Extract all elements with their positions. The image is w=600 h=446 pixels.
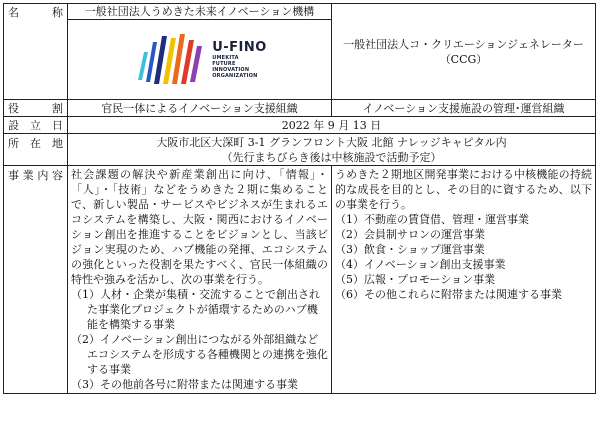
list-item: （2）会員制サロンの運営事業 [335, 228, 485, 241]
logo-sub-4: ORGANIZATION [212, 73, 258, 79]
business-label: 事業内容 [4, 166, 68, 394]
role-row [4, 100, 596, 117]
logo-brand: U-FINO [212, 40, 267, 55]
right-role: イノベーション支援施設の管理･運営組織 [332, 100, 596, 117]
right-org-name-cell [332, 4, 596, 100]
logo-text [212, 40, 267, 79]
list-item: （5）広報・プロモーション事業 [335, 273, 496, 286]
u-fino-logo-mark [132, 32, 208, 88]
established-label: 設 立 日 [4, 117, 68, 134]
logo-cell [68, 20, 332, 100]
name-label: 名 称 [4, 4, 68, 100]
address-row [4, 134, 596, 166]
left-business-list [71, 287, 328, 392]
logo-sub-1: UMEKITA [212, 55, 239, 61]
list-item: （6）その他これらに附帯または関連する事業 [335, 288, 562, 301]
logo-stripe [138, 52, 148, 80]
logo-sub-3: INNOVATION [212, 67, 250, 73]
left-business [68, 166, 332, 394]
address-label: 所 在 地 [4, 134, 68, 166]
list-item: （1）不動産の賃貸借、管理・運営事業 [335, 213, 529, 226]
list-item: （1）人材・企業が集積・交流することで創出された事業化プロジェクトが循環するためのハブ機能を構築する事業 [71, 288, 320, 331]
organization-comparison-table [3, 3, 596, 394]
left-business-intro: 社会課題の解決や新産業創出に向け、「情報」・「人」・「技術」などをうめきた２期に集めることで、新しい製品・サービスやビジネスが生まれるエコシステムを構築し、大阪・関西におけるイノベーション創出を推進することをビジョンとし、当該ビジョン実現のため、ハブ機能の発揮、エコシステムの強化といった役割を果たすべく、官民一体組織の特性や強みを活かし、次の事業を行う。 [71, 168, 328, 286]
list-item: （4）イノベーション創出支援事業 [335, 258, 506, 271]
right-business-list [335, 212, 592, 302]
address-line-1: 大阪市北区大深町 3-1 グランフロント大阪 北館 ナレッジキャピタル内 [156, 135, 507, 149]
logo-sub-2: FUTURE [212, 61, 236, 67]
right-business [332, 166, 596, 394]
address-cell [68, 134, 596, 166]
right-org-abbr: （CCG） [439, 52, 488, 66]
established-row [4, 117, 596, 134]
business-row [4, 166, 596, 394]
address-line-2: （先行まちびらき後は中核施設で活動予定） [221, 150, 442, 164]
left-org-name: 一般社団法人うめきた未来イノベーション機構 [68, 4, 332, 20]
list-item: （3）その他前各号に附帯または関連する事業 [71, 378, 298, 391]
right-org-name: 一般社団法人コ・クリエーションジェネレーター [343, 37, 584, 51]
role-label: 役 割 [4, 100, 68, 117]
list-item: （2）イノベーション創出につながる外部組織などエコシステムを形成する各種機関との連携を強化する事業 [71, 333, 328, 376]
established-date: 2022 年 9 月 13 日 [68, 117, 596, 134]
right-business-intro: うめきた２期地区開発事業における中核機能の持続的な成長を目的とし、その目的に資するため、以下の事業を行う。 [335, 168, 592, 211]
left-role: 官民一体によるイノベーション支援組織 [68, 100, 332, 117]
list-item: （3）飲食・ショップ運営事業 [335, 243, 485, 256]
name-row [4, 4, 596, 20]
